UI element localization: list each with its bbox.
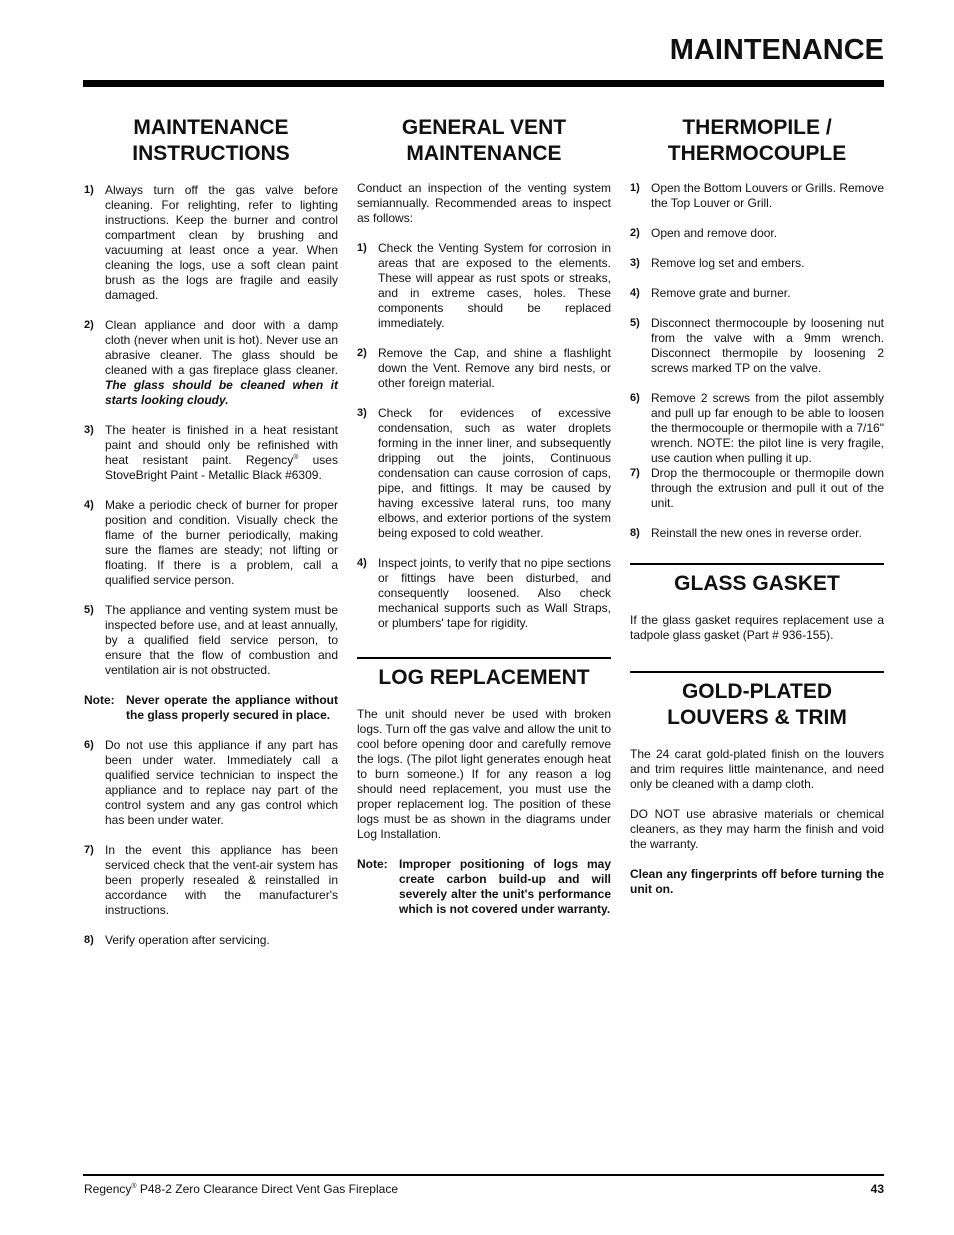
maintenance-instructions-heading: MAINTENANCE INSTRUCTIONS	[132, 116, 290, 165]
item-text	[105, 423, 338, 483]
item-text: Remove grate and burner.	[651, 286, 791, 300]
item-number: 5)	[84, 604, 94, 616]
item-text: Make a periodic check of burner for proper position and condition. Visually check the flame of the burner periodically, making sure the flames are steady; not lifting or floating. If there is a problem, call a qualified service person.	[105, 498, 338, 587]
item-number: 3)	[630, 257, 640, 269]
general-vent-heading: GENERAL VENT MAINTENANCE	[401, 116, 567, 165]
gold-plated-warning: DO NOT use abrasive materials or chemical cleaners, as they may harm the finish and void the warranty.	[630, 807, 884, 851]
vent-intro: Conduct an inspection of the venting system semiannually. Recommended areas to inspect as follows:	[357, 181, 611, 225]
glass-gasket-heading: GLASS GASKET	[674, 572, 840, 595]
log-replacement-text: The unit should never be used with broken logs. Turn off the gas valve and allow the unit to cool before opening door and carefully remove the logs. (The pilot light generates enough heat to burn someone.) If for any reason a log should need replacement, you must use the proper replacement log. The position of these logs must be as shown in the diagrams under Log Installation.	[357, 707, 611, 841]
page-number: 43	[870, 1182, 884, 1196]
item-text: Check for evidences of excessive condensation, such as water droplets forming in the inner liner, and subsequently dripping out the joints, Continuous condensation can cause corrosion of caps, pipe, and fittings. It may be caused by having excessive lateral runs, too many elbows, and exterior portions of the system being exposed to cold weather.	[378, 406, 611, 540]
note-label: Note:	[357, 857, 388, 871]
section-divider	[630, 671, 884, 673]
list-item	[84, 843, 338, 918]
item-text: In the event this appliance has been serviced check that the vent-air system has been properly resealed & reinstalled in accordance with the manufacturer's instructions.	[105, 843, 338, 917]
item-number: 5)	[630, 317, 640, 329]
item-number: 6)	[84, 739, 94, 751]
item-number: 8)	[630, 527, 640, 539]
item-text: Drop the thermocouple or thermopile down through the extrusion and pull it out of the unit.	[651, 466, 884, 510]
list-item	[84, 603, 338, 678]
item-text: Inspect joints, to verify that no pipe sections or fittings have been disturbed, and consequently loosened. Also check mechanical supports such as Wall Straps, or plumbers' tape for rigidity.	[378, 556, 611, 630]
thermopile-heading: THERMOPILE / THERMOCOUPLE	[667, 116, 847, 165]
list-item	[630, 391, 884, 466]
maintenance-instructions-column	[84, 110, 338, 963]
item-body: Clean appliance and door with a damp cloth (never when unit is hot). Never use an abrasive cleaner. The glass should be cleaned with a gas fireplace glass cleaner.	[105, 318, 338, 377]
item-number: 6)	[630, 392, 640, 404]
list-item	[357, 346, 611, 391]
list-item	[630, 316, 884, 376]
footer-doc-title	[84, 1182, 398, 1196]
item-number: 1)	[357, 242, 367, 254]
note-text: Improper positioning of logs may create carbon build-up and will severely alter the unit's performance which is not covered under warranty.	[399, 857, 611, 916]
list-item	[630, 466, 884, 511]
item-number: 4)	[84, 499, 94, 511]
fingerprint-note: Clean any fingerprints off before turning the unit on.	[630, 867, 884, 896]
footer-rule	[83, 1174, 884, 1176]
header-rule	[83, 80, 884, 87]
item-text: Remove log set and embers.	[651, 256, 805, 270]
list-item	[84, 933, 338, 948]
list-item	[84, 738, 338, 828]
registered-mark: ®	[293, 454, 299, 461]
item-number: 2)	[84, 319, 94, 331]
glass-gasket-text: If the glass gasket requires replacement use a tadpole glass gasket (Part # 936-155).	[630, 613, 884, 642]
list-item	[357, 556, 611, 631]
list-item	[357, 406, 611, 541]
page-title: MAINTENANCE	[669, 34, 884, 66]
item-number: 2)	[357, 347, 367, 359]
item-number: 1)	[630, 182, 640, 194]
list-item	[357, 241, 611, 331]
item-text: Do not use this appliance if any part has been under water. Immediately call a qualified service technician to inspect the appliance and to replace nay part of the control system and any gas control which has been under water.	[105, 738, 338, 827]
item-text: Open and remove door.	[651, 226, 778, 240]
list-item	[630, 226, 884, 241]
item-text: Verify operation after servicing.	[105, 933, 270, 947]
list-item	[630, 181, 884, 211]
item-body-a: The heater is finished in a heat resistant paint and should only be refinished with heat resistant paint. Regency	[105, 423, 338, 467]
doc-name: P48-2 Zero Clearance Direct Vent Gas Fireplace	[136, 1182, 398, 1196]
item-text: Reinstall the new ones in reverse order.	[651, 526, 862, 540]
list-item	[84, 498, 338, 588]
brand-name: Regency	[84, 1182, 132, 1196]
item-text: Remove 2 screws from the pilot assembly and pull up far enough to be able to loosen the thermocouple or thermopile with a 7/16" wrench. NOTE: the pilot line is very fragile, use caution when pulling it up.	[651, 391, 884, 465]
log-note	[357, 857, 611, 917]
thermopile-column	[630, 110, 884, 912]
item-number: 7)	[84, 844, 94, 856]
item-number: 3)	[84, 424, 94, 436]
item-number: 3)	[357, 407, 367, 419]
list-item	[84, 183, 338, 303]
item-text: The appliance and venting system must be inspected before use, and at least annually, by a qualified field service person, to ensure that the flow of combustion and ventilation air is not obstructed.	[105, 603, 338, 677]
item-text: Always turn off the gas valve before cleaning. For relighting, refer to lighting instructions. Keep the burner and control compartment clean by brushing and vacuuming at least once a year. When cleaning the logs, use a soft clean paint brush as the logs are fragile and easily damaged.	[105, 183, 338, 302]
item-number: 1)	[84, 184, 94, 196]
item-text: Check the Venting System for corrosion in areas that are exposed to the elements. These will appear as rust spots or streaks, and in extreme cases, holes. These components should be replaced immediately.	[378, 241, 611, 330]
gold-plated-heading: GOLD-PLATED LOUVERS & TRIM	[667, 680, 847, 729]
section-divider	[630, 563, 884, 565]
general-vent-column	[357, 110, 611, 932]
section-divider	[357, 657, 611, 659]
item-text: Remove the Cap, and shine a flashlight down the Vent. Remove any bird nests, or other foreign material.	[378, 346, 611, 390]
note-label: Note:	[84, 693, 115, 707]
list-item	[84, 423, 338, 483]
list-item	[630, 286, 884, 301]
registered-mark: ®	[131, 1183, 137, 1190]
item-body-b: uses StoveBright Paint - Metallic Black #6309.	[105, 453, 338, 482]
item-number: 8)	[84, 934, 94, 946]
item-text: Open the Bottom Louvers or Grills. Remove the Top Louver or Grill.	[651, 181, 884, 210]
item-number: 2)	[630, 227, 640, 239]
item-number: 4)	[357, 557, 367, 569]
item-text: Disconnect thermocouple by loosening nut from the valve with a 9mm wrench. Disconnect thermopile by loosening 2 screws marked TP on the valve.	[651, 316, 884, 375]
log-replacement-heading: LOG REPLACEMENT	[378, 666, 590, 689]
list-item	[630, 256, 884, 271]
item-emphasis: The glass should be cleaned when it starts looking cloudy.	[105, 378, 338, 407]
gold-plated-text: The 24 carat gold-plated finish on the louvers and trim requires little maintenance, and need only be cleaned with a damp cloth.	[630, 747, 884, 791]
item-number: 7)	[630, 467, 640, 479]
glass-note	[84, 693, 338, 723]
note-text: Never operate the appliance without the glass properly secured in place.	[126, 693, 338, 722]
item-number: 4)	[630, 287, 640, 299]
list-item	[630, 526, 884, 541]
item-text	[105, 318, 338, 408]
list-item	[84, 318, 338, 408]
